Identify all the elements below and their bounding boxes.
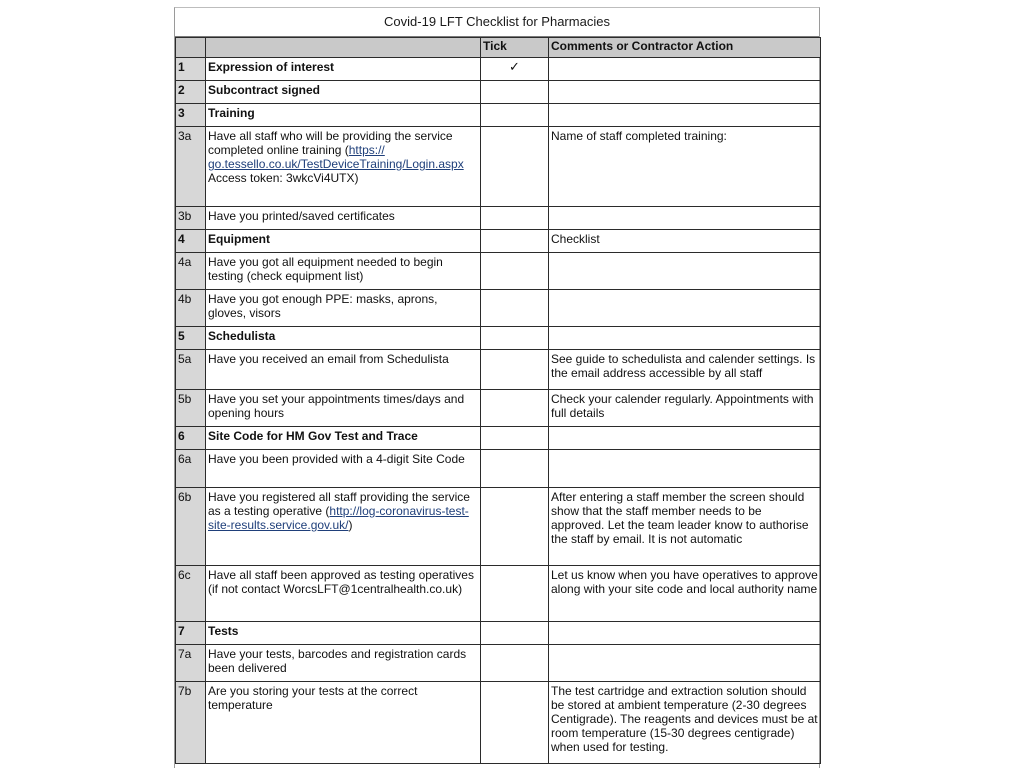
tick-checkbox[interactable] xyxy=(481,127,549,207)
header-number xyxy=(176,38,206,58)
row-number: 3 xyxy=(176,104,206,127)
row-item xyxy=(206,127,481,207)
comment-cell[interactable] xyxy=(549,81,821,104)
tick-checkbox[interactable] xyxy=(481,350,549,390)
row-item: Tests xyxy=(206,622,481,645)
tick-checkbox[interactable] xyxy=(481,427,549,450)
row-item-text: Have you registered all staff providing the service as a testing operative ( xyxy=(208,490,470,518)
row-number: 7a xyxy=(176,645,206,682)
row-item: Have you got enough PPE: masks, aprons, gloves, visors xyxy=(206,290,481,327)
row-number: 6c xyxy=(176,566,206,622)
row-item: Have all staff been approved as testing operatives (if not contact WorcsLFT@1centralhealth.co.uk) xyxy=(206,566,481,622)
table-row-4b xyxy=(176,290,821,327)
table-row-6c xyxy=(176,566,821,622)
table-row-3a xyxy=(176,127,821,207)
comment-cell[interactable] xyxy=(549,622,821,645)
table-row-7 xyxy=(176,622,821,645)
row-number: 4 xyxy=(176,230,206,253)
row-item: Equipment xyxy=(206,230,481,253)
row-item: Expression of interest xyxy=(206,58,481,81)
comment-cell[interactable]: See guide to schedulista and calender settings. Is the email address accessible by all staff xyxy=(549,350,821,390)
comment-cell[interactable] xyxy=(549,290,821,327)
comment-cell[interactable] xyxy=(549,450,821,488)
table-row-7a xyxy=(176,645,821,682)
comment-cell[interactable] xyxy=(549,207,821,230)
tick-checkbox[interactable] xyxy=(481,81,549,104)
comment-cell[interactable]: Check your calender regularly. Appointments with full details xyxy=(549,390,821,427)
table-row-6a xyxy=(176,450,821,488)
tick-checkbox[interactable] xyxy=(481,622,549,645)
comment-cell[interactable] xyxy=(549,253,821,290)
checklist-document xyxy=(174,7,820,768)
row-item xyxy=(206,488,481,566)
table-row-7b xyxy=(176,682,821,764)
table-row-1 xyxy=(176,58,821,81)
tick-checkbox[interactable] xyxy=(481,450,549,488)
row-number: 5 xyxy=(176,327,206,350)
table-row-6b xyxy=(176,488,821,566)
tick-checkbox[interactable] xyxy=(481,682,549,764)
table-row-4a xyxy=(176,253,821,290)
comment-cell[interactable]: Let us know when you have operatives to approve along with your site code and local authority name xyxy=(549,566,821,622)
tick-checkbox[interactable] xyxy=(481,390,549,427)
tick-checkbox[interactable] xyxy=(481,645,549,682)
row-item: Have you been provided with a 4-digit Site Code xyxy=(206,450,481,488)
header-item xyxy=(206,38,481,58)
row-number: 7b xyxy=(176,682,206,764)
row-number: 1 xyxy=(176,58,206,81)
tick-checkbox[interactable] xyxy=(481,290,549,327)
document-title: Covid-19 LFT Checklist for Pharmacies xyxy=(175,8,819,37)
row-item: Have you printed/saved certificates xyxy=(206,207,481,230)
header-row xyxy=(176,38,821,58)
comment-cell[interactable]: The test cartridge and extraction solution should be stored at ambient temperature (2-30 degrees Centigrade). The reagents and devices must be at room temperature (15-30 degrees centigrade) when used for testing. xyxy=(549,682,821,764)
row-number: 5a xyxy=(176,350,206,390)
tick-checkbox[interactable] xyxy=(481,566,549,622)
header-comments: Comments or Contractor Action xyxy=(549,38,821,58)
row-number: 3a xyxy=(176,127,206,207)
row-item-text-after: ) xyxy=(348,518,353,532)
row-number: 3b xyxy=(176,207,206,230)
row-item: Subcontract signed xyxy=(206,81,481,104)
comment-cell[interactable]: Name of staff completed training: xyxy=(549,127,821,207)
row-item: Schedulista xyxy=(206,327,481,350)
row-number: 2 xyxy=(176,81,206,104)
row-number: 6a xyxy=(176,450,206,488)
row-item: Have you received an email from Schedulista xyxy=(206,350,481,390)
registration-link[interactable]: http://log-coronavirus-test-site-results.service.gov.uk/ xyxy=(208,504,469,532)
comment-cell[interactable] xyxy=(549,645,821,682)
row-item: Have you got all equipment needed to begin testing (check equipment list) xyxy=(206,253,481,290)
row-number: 6b xyxy=(176,488,206,566)
comment-cell[interactable]: After entering a staff member the screen should show that the staff member needs to be approved. Let the team leader know to authorise the staff by email. It is not automatic xyxy=(549,488,821,566)
tick-checkbox[interactable] xyxy=(481,488,549,566)
tick-checkbox[interactable]: ✓ xyxy=(481,58,549,81)
tick-checkbox[interactable] xyxy=(481,230,549,253)
row-item: Have you set your appointments times/days and opening hours xyxy=(206,390,481,427)
table-row-5a xyxy=(176,350,821,390)
checklist-table xyxy=(175,37,821,764)
tick-checkbox[interactable] xyxy=(481,104,549,127)
comment-cell[interactable] xyxy=(549,58,821,81)
tick-checkbox[interactable] xyxy=(481,327,549,350)
comment-cell[interactable] xyxy=(549,327,821,350)
row-number: 7 xyxy=(176,622,206,645)
comment-cell[interactable] xyxy=(549,104,821,127)
table-row-2 xyxy=(176,81,821,104)
tick-checkbox[interactable] xyxy=(481,207,549,230)
training-link[interactable]: https:// go.tessello.co.uk/TestDeviceTraining/Login.aspx xyxy=(208,143,464,171)
header-tick: Tick xyxy=(481,38,549,58)
row-item-text-after: Access token: 3wkcVi4UTX) xyxy=(208,171,359,185)
table-row-3b xyxy=(176,207,821,230)
row-number: 5b xyxy=(176,390,206,427)
comment-cell[interactable]: Checklist xyxy=(549,230,821,253)
table-row-3 xyxy=(176,104,821,127)
row-item: Site Code for HM Gov Test and Trace xyxy=(206,427,481,450)
row-number: 6 xyxy=(176,427,206,450)
table-row-6 xyxy=(176,427,821,450)
row-number: 4b xyxy=(176,290,206,327)
comment-cell[interactable] xyxy=(549,427,821,450)
row-item: Are you storing your tests at the correct temperature xyxy=(206,682,481,764)
table-row-5b xyxy=(176,390,821,427)
table-row-5 xyxy=(176,327,821,350)
table-row-4 xyxy=(176,230,821,253)
row-number: 4a xyxy=(176,253,206,290)
row-item: Have your tests, barcodes and registration cards been delivered xyxy=(206,645,481,682)
tick-checkbox[interactable] xyxy=(481,253,549,290)
row-item-text: Have all staff who will be providing the service completed online training ( xyxy=(208,129,453,157)
row-item: Training xyxy=(206,104,481,127)
